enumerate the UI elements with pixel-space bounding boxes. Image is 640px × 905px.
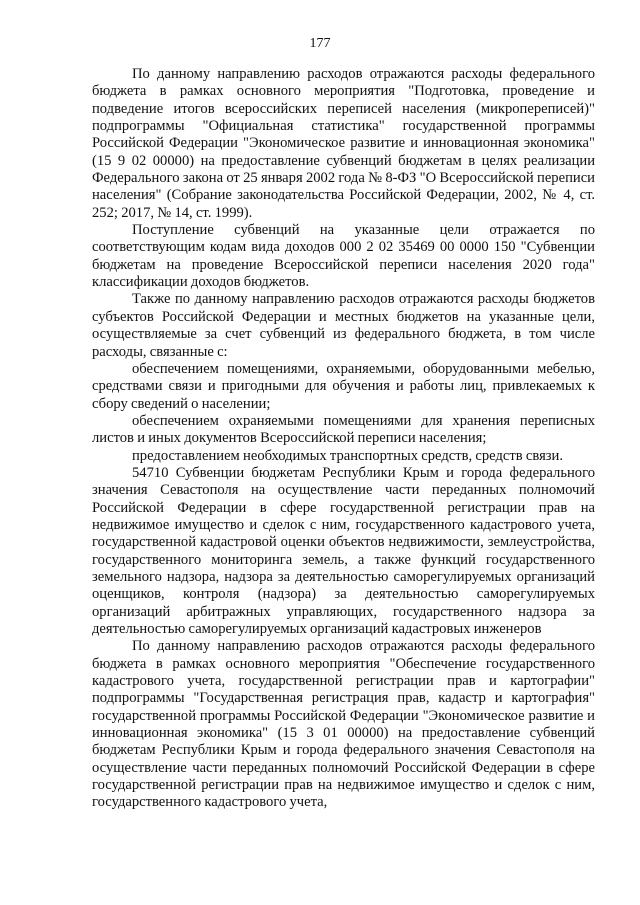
paragraph-2: Поступление субвенций на указанные цели отражается по соответствующим кодам вида доходов 000 2 02 35469 00 0000 150 "Субвенции бюджетам на проведение Всероссийской переписи населения 2020 года" классификации доходов бюджетов. — [92, 222, 595, 291]
paragraph-8: По данному направлению расходов отражаются расходы федерального бюджета в рамках основного мероприятия "Обеспечение государственного кадастрового учета, государственной регистрации прав и картографии" подпрограммы "Государственная регистрация прав, кадастр и картография" государственной программы Российской Федерации "Экономическое развитие и инновационная экономика" (15 3 01 00000) на предоставление субвенций бюджетам Республики Крым и города федерального значения Севастополя на осуществление части переданных полномочий Российской Федерации в сфере государственной регистрации прав на недвижимое имущество и сделок с ним, государственного кадастрового учета, — [92, 638, 595, 811]
page-number: 177 — [309, 36, 331, 51]
paragraph-4: обеспечением помещениями, охраняемыми, оборудованными мебелью, средствами связи и пригодными для обучения и работы лиц, привлекаемых к сбору сведений о населении; — [92, 360, 595, 412]
paragraph-1: По данному направлению расходов отражаются расходы федерального бюджета в рамках основного мероприятия "Подготовка, проведение и подведение итогов всероссийских переписей населения (микропереписей)" подпрограммы "Официальная статистика" государственной программы Российской Федерации "Экономическое развитие и инновационная экономика" (15 9 02 00000) на предоставление субвенций бюджетам в целях реализации Федерального закона от 25 января 2002 года № 8-ФЗ "О Всероссийской переписи населения" (Собрание законодательства Российской Федерации, 2002, № 4, ст. 252; 2017, № 14, ст. 1999). — [92, 66, 595, 221]
paragraph-7: 54710 Субвенции бюджетам Республики Крым и города федерального значения Севастополя на осуществление части переданных полномочий Российской Федерации в сфере государственной регистрации прав на недвижимое имущество и сделок с ним, государственного кадастрового учета, государственной кадастровой оценки объектов недвижимости, землеустройства, государственного мониторинга земель, а также функций государственного земельного надзора, надзора за деятельностью саморегулируемых организаций оценщиков, контроля (надзора) за деятельностью саморегулируемых организаций арбитражных управляющих, государственного надзора за деятельностью саморегулируемых организаций кадастровых инженеров — [92, 464, 595, 637]
document-body — [92, 66, 595, 812]
paragraph-3: Также по данному направлению расходов отражаются расходы бюджетов субъектов Российской Федерации и местных бюджетов на указанные цели, осуществляемые за счет субвенций из федерального бюджета, в том числе расходы, связанные с: — [92, 291, 595, 360]
paragraph-6: предоставлением необходимых транспортных средств, средств связи. — [132, 447, 564, 464]
paragraph-5: обеспечением охраняемыми помещениями для хранения переписных листов и иных документов Всероссийской переписи населения; — [92, 412, 595, 447]
